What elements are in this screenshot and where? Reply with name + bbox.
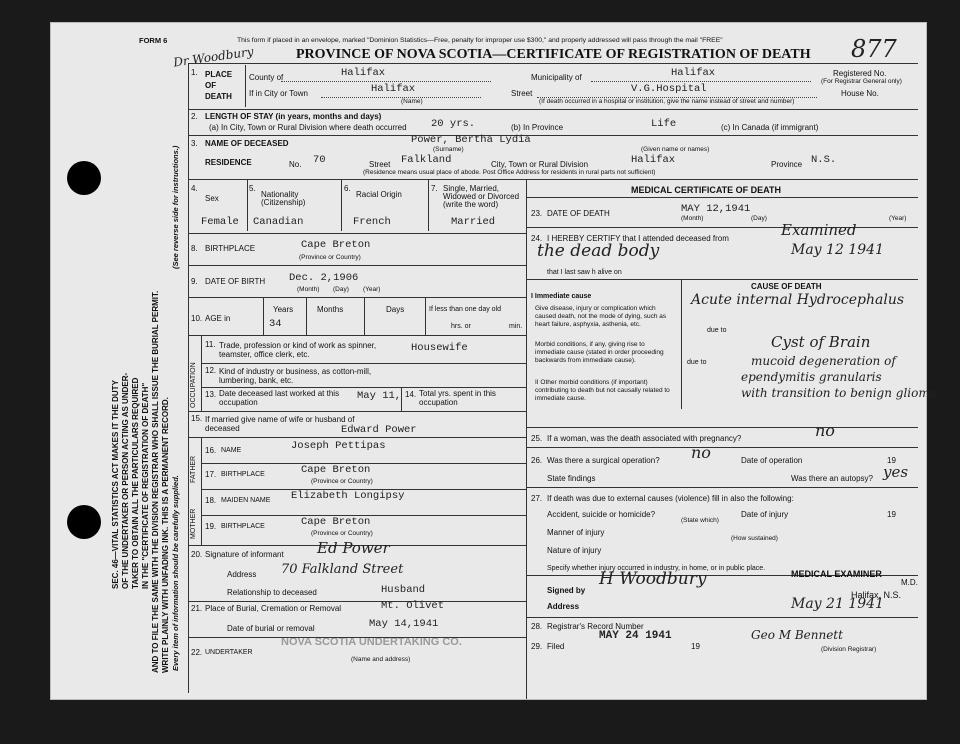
undertaker-label: UNDERTAKER [205, 649, 253, 656]
mother-maiden-value: Elizabeth Longipsy [291, 490, 405, 502]
trade-value: Housewife [411, 342, 468, 354]
street-sub: (If death occurred in a hospital or institution, give the name instead of street and number) [539, 98, 795, 105]
mother-maiden-label: MAIDEN NAME [221, 497, 271, 504]
signed-by-label: Signed by [547, 586, 586, 595]
record-number-label: Registrar's Record Number [547, 622, 644, 631]
lastworked-value: May 11, [357, 390, 402, 402]
informant-address-label: Address [227, 570, 257, 579]
number: 29. [531, 642, 543, 651]
stay-b-value: Life [651, 118, 677, 130]
division-registrar-sub: (Division Registrar) [821, 646, 877, 653]
death-certificate [50, 22, 937, 700]
spouse-value: Edward Power [341, 424, 417, 436]
registered-sub: (For Registrar General only) [821, 78, 902, 85]
lastworked-label: Date deceased last worked at this occupation [219, 389, 340, 407]
residence-sub: (Residence means usual place of abode. Post Office Address for residents in rural parts not sufficient) [363, 169, 656, 176]
nature-label: Nature of injury [547, 546, 602, 555]
stay-label: LENGTH OF STAY (in years, months and days) [205, 112, 382, 121]
surgery-label: Was there a surgical operation? [547, 456, 660, 465]
morbid-cause-4: with transition to benign glioma [741, 386, 937, 400]
residence-no: 70 [313, 154, 326, 166]
county-value: Halifax [341, 67, 386, 79]
number: 8. [191, 244, 198, 253]
number: 24. [531, 234, 543, 243]
number: 18. [205, 496, 217, 505]
mother-birthplace-label: BIRTHPLACE [221, 523, 265, 530]
marital-value: Married [451, 216, 496, 228]
cause-heading: CAUSE OF DEATH [751, 282, 822, 291]
morbid-cause-2: mucoid degeneration of [751, 354, 896, 368]
min-label: min. [509, 323, 523, 330]
father-birthplace-label: BIRTHPLACE [221, 471, 265, 478]
pregnancy-value: no [815, 421, 835, 440]
age-label: AGE in [205, 314, 231, 323]
deceased-name-label: NAME OF DECEASED [205, 139, 289, 148]
number: 15. [191, 414, 203, 423]
city-town-label: City, Town or Rural Division [491, 160, 589, 169]
certify-hand: Examined [781, 221, 857, 239]
day-sub: (Day) [333, 286, 349, 293]
father-side-label: FATHER [190, 455, 197, 483]
autopsy-value: yes [883, 463, 909, 481]
mail-notice: This form if placed in an envelope, marked "Dominion Statistics—Free, penalty for improper use $300," and properly addressed will pass through the mail "FREE" [237, 37, 723, 44]
punch-hole [67, 505, 101, 539]
certify-label: I HEREBY CERTIFY that I attended deceased from [547, 234, 729, 243]
street-value: V.G.Hospital [631, 83, 707, 95]
years-label: Years [273, 305, 294, 314]
manner-label: Manner of injury [547, 528, 605, 537]
marital-label: Single, Married, Widowed or Divorced (write the word) [443, 184, 520, 209]
informant-signature: Ed Power [317, 539, 390, 557]
number: 26. [531, 456, 543, 465]
filed-stamp: MAY 24 1941 [599, 630, 672, 642]
morbid-cause-3: ependymitis granularis [741, 370, 882, 384]
punch-hole [67, 161, 101, 195]
op-date-label: Date of operation [741, 456, 803, 465]
sign-date: May 21 1941 [791, 596, 884, 612]
burial-date-value: May 14,1941 [369, 618, 439, 630]
house-label: House No. [841, 89, 879, 98]
number: 22. [191, 648, 203, 657]
number: 7. [431, 184, 438, 193]
industry-place-label: Specify whether injury occurred in industry, in home, or in public place. [547, 565, 766, 572]
side-note: TAKER TO OBTAIN ALL THE PARTICULARS REQUIRED [131, 377, 140, 589]
side-note: Every item of information should be carefully supplied. [171, 475, 180, 671]
street-label: Street [511, 89, 533, 98]
city-value: Halifax [371, 83, 416, 95]
hand-note-woodbury: Dr Woodbury [172, 44, 255, 70]
date-of-death-value: MAY 12,1941 [681, 203, 751, 215]
nationality-value: Canadian [253, 216, 304, 228]
prov-sub: (Province or Country) [311, 478, 373, 485]
mother-side-label: MOTHER [190, 508, 197, 539]
informant-sig-label: Signature of informant [205, 550, 284, 559]
certify-date: May 12 1941 [791, 242, 884, 258]
no-label: No. [289, 160, 302, 169]
stay-a-label: (a) In City, Town or Rural Division where death occurred [209, 123, 407, 132]
relationship-value: Husband [381, 584, 426, 596]
occupation-side-label: OCCUPATION [190, 362, 197, 408]
morbid-desc: Morbid conditions, if any, giving rise to immediate cause (stated in order proceeding backwards from immediate cause). [535, 341, 664, 364]
number: 6. [344, 184, 351, 193]
surgery-value: no [691, 443, 711, 462]
year-sub: (Year) [889, 215, 907, 222]
months-label: Months [317, 305, 344, 314]
number: 27. [531, 494, 543, 503]
month-sub: (Month) [681, 215, 704, 222]
day-sub: (Day) [751, 215, 767, 222]
state-findings-label: State findings [547, 474, 596, 483]
side-note: IN THE "CERTIFICATE OF REGISTRATION OF DEATH" [141, 382, 150, 589]
date-of-death-label: DATE OF DEATH [547, 209, 610, 218]
number: 14. [405, 390, 417, 399]
dob-value: Dec. 2,1906 [289, 272, 359, 284]
registrar-signature: Geo M Bennett [751, 628, 843, 642]
immediate-desc: Give disease, injury or complication which caused death, not the mode of dying, such as heart failure, asphyxia, asthenia, etc. [535, 305, 667, 328]
number: 17. [205, 470, 217, 479]
registered-label: Registered No. [833, 69, 887, 78]
number: 4. [191, 184, 198, 193]
number: 5. [249, 184, 256, 193]
father-birthplace-value: Cape Breton [301, 464, 371, 476]
certify-line2: the dead body [537, 241, 660, 261]
other-conditions-label: II Other morbid conditions (if important) contributing to death but not causally related to immediate cause. [535, 379, 670, 402]
prov-sub: (Province or Country) [299, 254, 361, 261]
number: 16. [205, 446, 217, 455]
years-value: 34 [269, 318, 282, 330]
number: 10. [191, 314, 203, 323]
place-of-death-label: PLACE OF DEATH [205, 70, 233, 101]
number: 11. [205, 340, 216, 349]
number: 21. [191, 604, 203, 613]
medical-heading: MEDICAL CERTIFICATE OF DEATH [631, 185, 781, 195]
immediate-cause-value: Acute internal Hydrocephalus [691, 292, 905, 308]
street-label: Street [369, 160, 391, 169]
total-years-label: Total yrs. spent in this occupation [419, 389, 496, 407]
how-sustained-sub: (How sustained) [731, 535, 778, 542]
examiner-stamp: MEDICAL EXAMINER [791, 569, 882, 579]
municipality-label: Municipality of [531, 73, 582, 82]
residence-street: Falkland [401, 154, 452, 166]
county-label: County of [249, 73, 284, 82]
year-sub: (Year) [363, 286, 381, 293]
month-sub: (Month) [297, 286, 320, 293]
residence-province: N.S. [811, 154, 837, 166]
prov-sub: (Province or Country) [311, 530, 373, 537]
stay-b-label: (b) In Province [511, 123, 564, 132]
side-note: AND TO FILE THE SAME WITH THE DIVISION REGISTRAR WHO SHALL ISSUE THE BURIAL PERMIT. [151, 290, 160, 673]
city-label: If in City or Town [249, 89, 308, 98]
number: 20. [191, 550, 203, 559]
trade-label: Trade, profession or kind of work as spinner, teamster, office clerk, etc. [219, 341, 377, 359]
physician-signature: H Woodbury [599, 569, 707, 589]
number: 19. [205, 522, 217, 531]
filed-label: Filed [547, 642, 565, 651]
number: 23. [531, 209, 543, 218]
injury-date-label: Date of injury [741, 510, 789, 519]
due-to-label: due to [687, 359, 707, 366]
number: 9. [191, 277, 198, 286]
physician-address-label: Address [547, 602, 580, 611]
number: 13. [205, 390, 217, 399]
autopsy-label: Was there an autopsy? [791, 474, 873, 483]
burial-label: Place of Burial, Cremation or Removal [205, 604, 342, 613]
birthplace-value: Cape Breton [301, 239, 371, 251]
morbid-cause-1: Cyst of Brain [771, 333, 871, 351]
stay-a-value: 20 yrs. [431, 118, 476, 130]
year-19: 19 [887, 510, 896, 519]
md-label: M.D. [901, 578, 918, 587]
sex-value: Female [201, 216, 239, 228]
undertaker-stamp: NOVA SCOTIA UNDERTAKING CO. [281, 636, 462, 648]
number: 3. [191, 139, 198, 148]
number: 28. [531, 622, 543, 631]
hand-record-number: 877 [851, 35, 897, 63]
burial-date-label: Date of burial or removal [227, 624, 315, 633]
side-note: WRITE PLAINLY WITH UNFADING INK. THIS IS A PERMANENT RECORD. [161, 397, 170, 673]
stay-c-label: (c) In Canada (if immigrant) [721, 123, 819, 132]
industry-label: Kind of industry or business, as cotton-mill, lumbering, bank, etc. [219, 367, 372, 385]
sex-label: Sex [205, 194, 219, 203]
year-19: 19 [887, 456, 896, 465]
see-reverse-note: (See reverse side for instructions.) [171, 145, 180, 269]
less-than-day-label: If less than one day old [429, 306, 501, 313]
residence-city: Halifax [631, 154, 676, 166]
burial-value: Mt. Olivet [381, 600, 445, 612]
year-19: 19 [691, 642, 700, 651]
surname-sub: (Surname) [433, 146, 464, 153]
external-causes-label: If death was due to external causes (violence) fill in also the following: [547, 494, 794, 503]
given-sub: (Given name or names) [641, 146, 710, 153]
immediate-cause-label: I Immediate cause [531, 293, 592, 300]
father-name-value: Joseph Pettipas [291, 440, 386, 452]
number: 1. [191, 68, 198, 77]
municipality-value: Halifax [671, 67, 716, 79]
residence-label: RESIDENCE [205, 158, 252, 167]
number: 2. [191, 112, 198, 121]
name-sub: (Name) [401, 98, 423, 105]
relationship-label: Relationship to deceased [227, 588, 317, 597]
form-number: FORM 6 [139, 36, 168, 45]
birthplace-label: BIRTHPLACE [205, 244, 256, 253]
number: 12. [205, 366, 217, 375]
certificate-title: PROVINCE OF NOVA SCOTIA—CERTIFICATE OF REGISTRATION OF DEATH [296, 47, 811, 62]
accident-label: Accident, suicide or homicide? [547, 510, 656, 519]
deceased-name-value: Power, Bertha Lydia [411, 134, 531, 146]
province-label: Province [771, 160, 803, 169]
racial-label: Racial Origin [356, 190, 402, 199]
state-which-sub: (State which) [681, 517, 719, 524]
spouse-label: If married give name of wife or husband of deceased [205, 415, 355, 433]
father-name-label: NAME [221, 447, 242, 454]
racial-value: French [353, 216, 391, 228]
side-note: SEC. 46—VITAL STATISTICS ACT MAKES IT THE DUTY [111, 380, 120, 589]
pregnancy-label: If a woman, was the death associated with pregnancy? [547, 434, 742, 443]
last-saw-label: that I last saw h alive on [547, 269, 622, 276]
halifax-stamp: Halifax, N.S. [851, 590, 902, 600]
mother-birthplace-value: Cape Breton [301, 516, 371, 528]
informant-address: 70 Falkland Street [281, 562, 404, 577]
due-to-label: due to [707, 327, 727, 334]
days-label: Days [386, 305, 405, 314]
number: 25. [531, 434, 543, 443]
dob-label: DATE OF BIRTH [205, 277, 266, 286]
nationality-label: Nationality (Citizenship) [261, 190, 306, 207]
name-address-sub: (Name and address) [351, 656, 411, 663]
side-note: OF THE UNDERTAKER OR PERSON ACTING AS UNDER- [121, 372, 130, 589]
hrs-label: hrs. or [451, 323, 471, 330]
